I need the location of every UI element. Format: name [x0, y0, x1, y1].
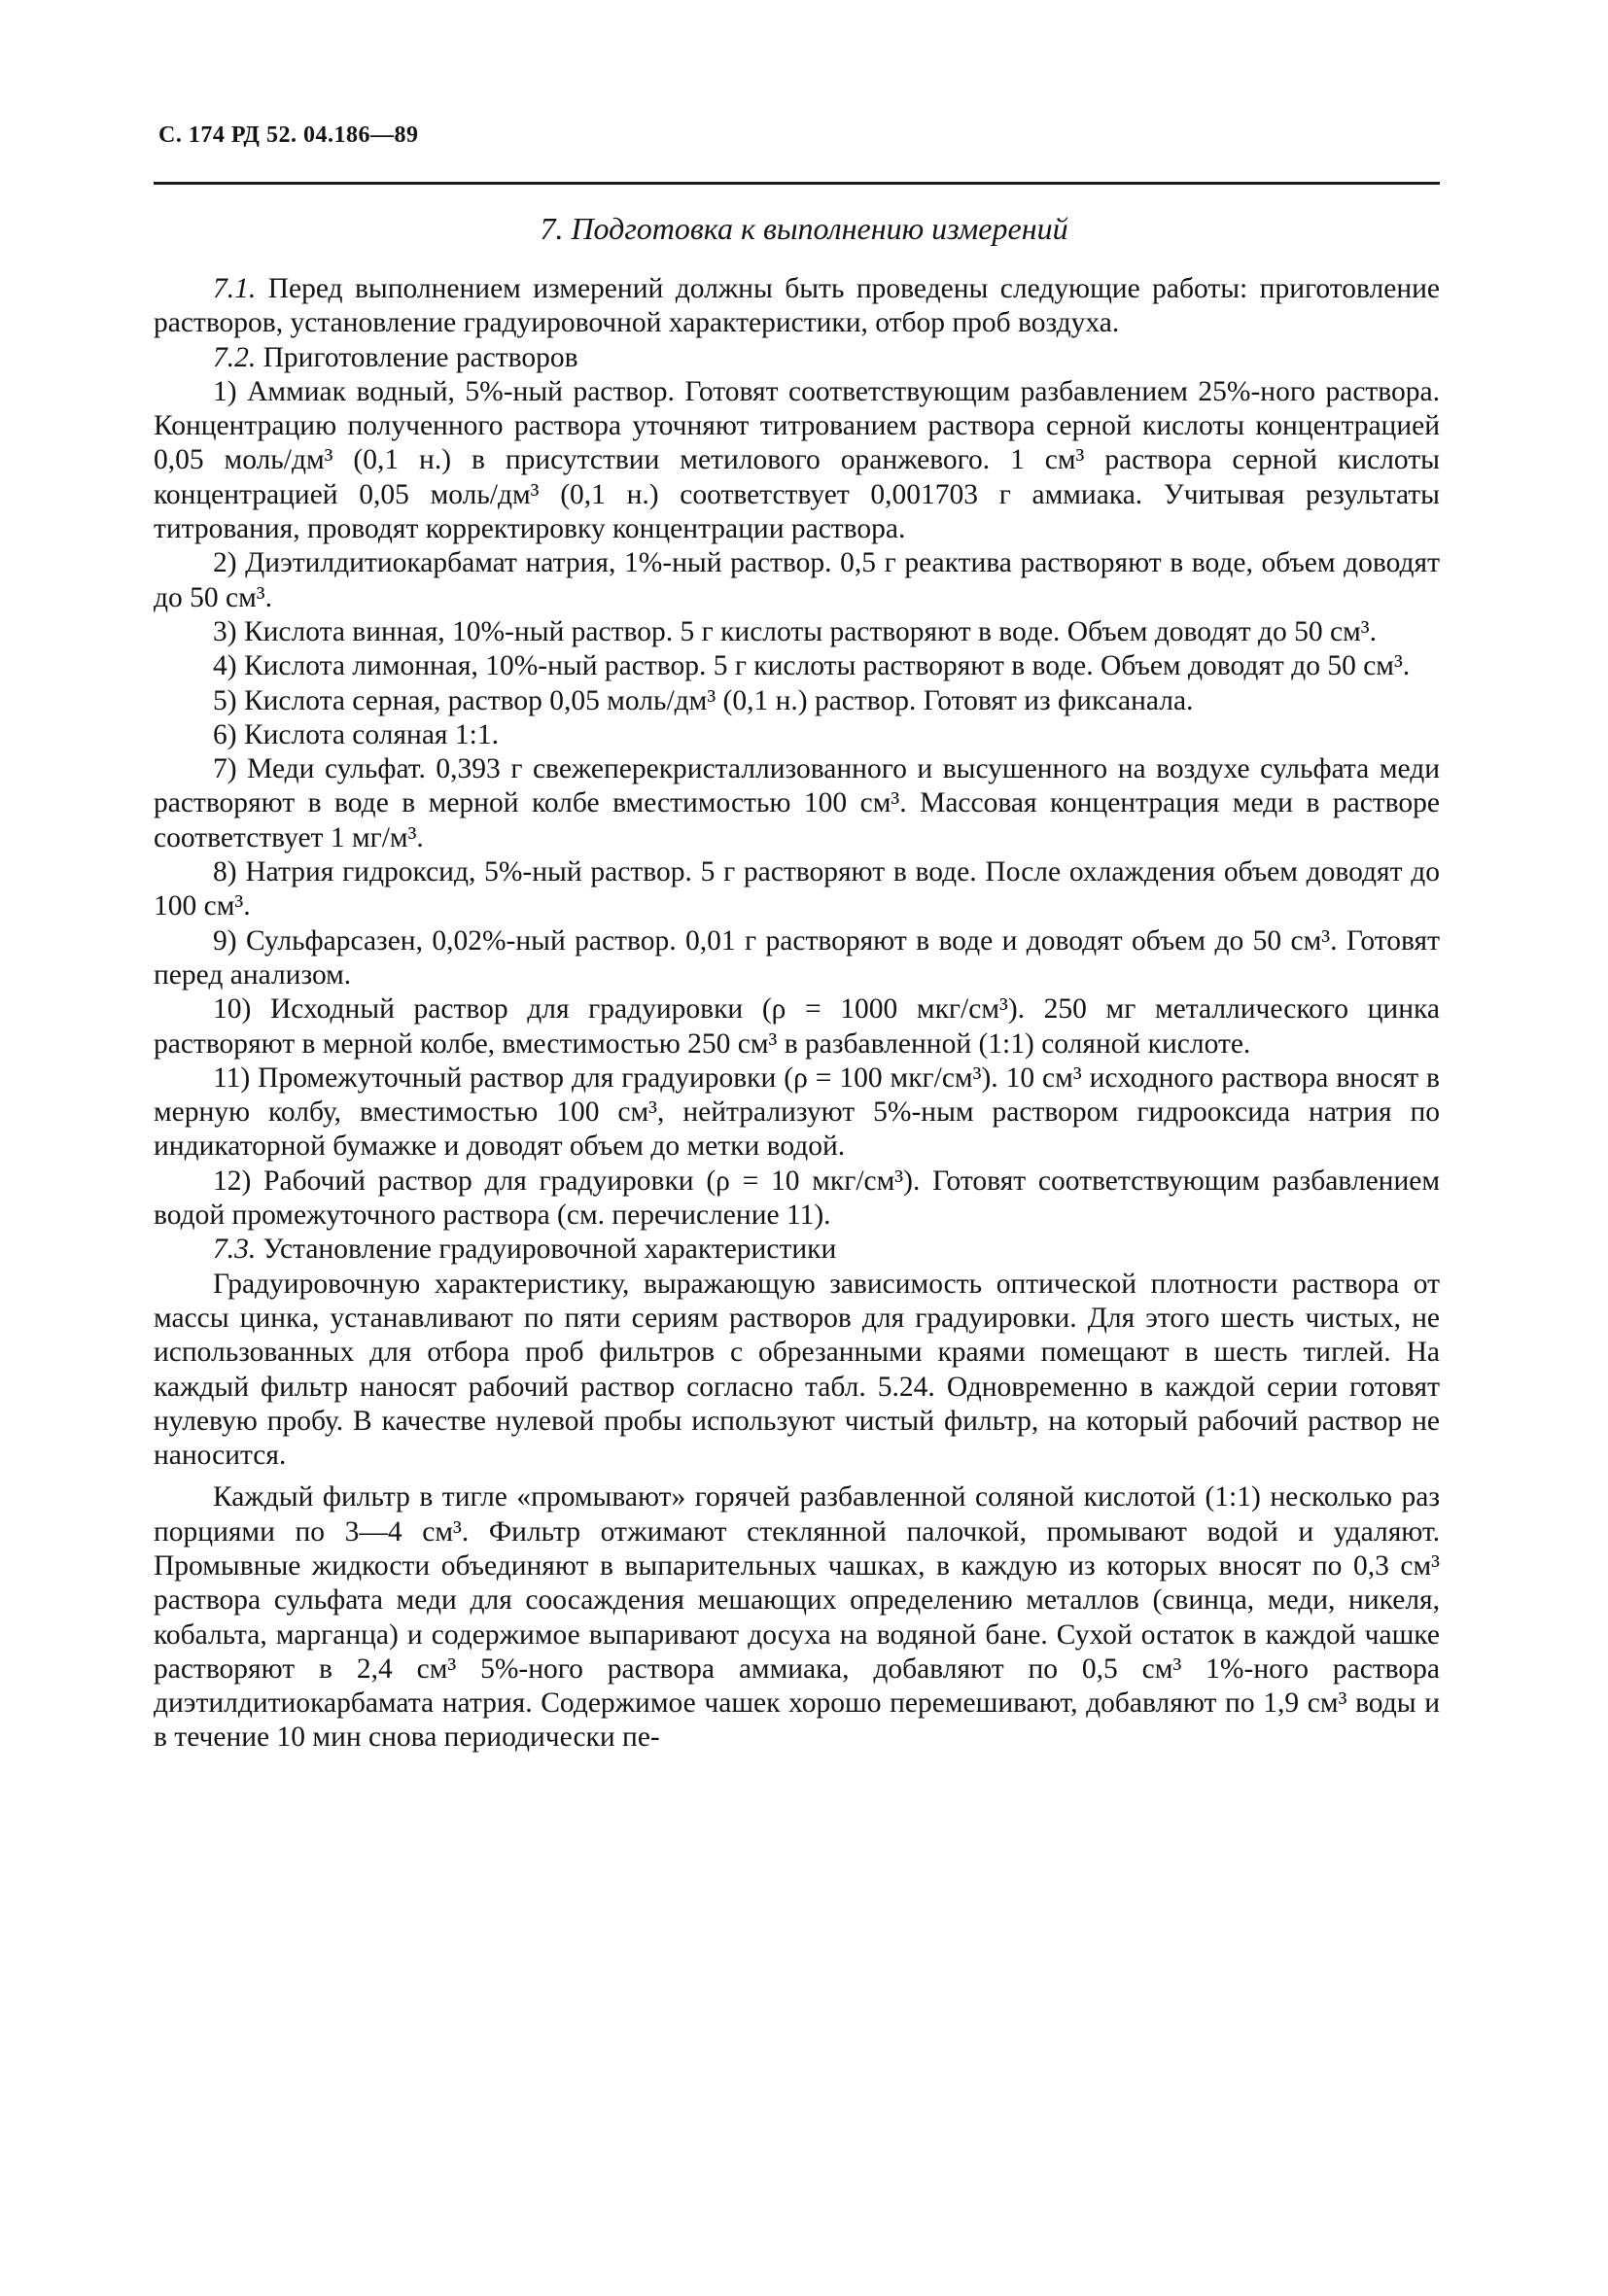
paragraph-text: 5) Кислота серная, раствор 0,05 моль/дм³ (0,1 н.) раствор. Готовят из фиксанала.	[213, 684, 1194, 716]
paragraph-text: 1) Аммиак водный, 5%-ный раствор. Готовят соответствующим разбавлением 25%-ного раствора. Концентрацию полученного раствора уточняют титрованием раствора серной кислоты концентрацией 0,05 моль/дм³ (0,1 н.) в присутствии метилового оранжевого. 1 см³ раствора серной кислоты концентрацией 0,05 моль/дм³ (0,1 н.) соответствует 0,001703 г аммиака. Учитывая результаты титрования, проводят корректировку концентрации раствора.	[154, 375, 1440, 545]
clause-number: 7.2.	[213, 341, 257, 373]
list-item	[154, 855, 1440, 924]
paragraph-text: 3) Кислота винная, 10%-ный раствор. 5 г кислоты растворяют в воде. Объем доводят до 50 см³.	[213, 615, 1377, 647]
list-item	[154, 718, 1440, 752]
section-title: 7. Подготовка к выполнению измерений	[540, 211, 1068, 246]
paragraph	[154, 272, 1440, 341]
running-head: С. 174 РД 52. 04.186—89	[158, 122, 419, 148]
clause-number: 7.3.	[213, 1234, 257, 1266]
paragraph	[154, 1480, 1440, 1755]
list-item	[154, 649, 1440, 683]
paragraph-text: Установление градуировочной характеристики	[256, 1234, 837, 1266]
paragraph-text: 6) Кислота соляная 1:1.	[213, 718, 499, 750]
paragraph-text: Каждый фильтр в тигле «промывают» горячей разбавленной соляной кислотой (1:1) несколько раз порциями по 3—4 см³. Фильтр отжимают стеклянной палочкой, промывают водой и удаляют. Промывные жидкости объединяют в выпарительных чашках, в каждую из которых вносят по 0,3 см³ раствора сульфата меди для соосаждения мешающих определению металлов (свинца, меди, никеля, кобальта, марганца) и содержимое выпаривают досуха на водяной бане. Сухой остаток в каждой чашке растворяют в 2,4 см³ 5%-ного раствора аммиака, добавляют по 0,5 см³ 1%-ного раствора диэтилдитиокарбамата натрия. Содержимое чашек хорошо перемешивают, добавляют по 1,9 см³ воды и в течение 10 мин снова периодически пе-	[154, 1481, 1440, 1754]
paragraph	[154, 341, 1440, 375]
paragraph-text: Приготовление растворов	[256, 341, 578, 373]
paragraph-text: 7) Меди сульфат. 0,393 г свежеперекристаллизованного и высушенного на воздухе сульфата меди растворяют в воде в мерной колбе вместимостью 100 см³. Массовая концентрация меди в растворе соответствует 1 мг/м³.	[154, 753, 1440, 853]
list-item	[154, 375, 1440, 546]
list-item	[154, 1165, 1440, 1234]
paragraph	[154, 1233, 1440, 1267]
list-item	[154, 992, 1440, 1061]
list-item	[154, 1061, 1440, 1165]
paragraph-text: 2) Диэтилдитиокарбамат натрия, 1%-ный раствор. 0,5 г реактива растворяют в воде, объем доводят до 50 см³.	[154, 547, 1440, 613]
paragraph-text: Перед выполнением измерений должны быть проведены следующие работы: приготовление растворов, установление градуировочной характеристики, отбор проб воздуха.	[154, 273, 1440, 339]
list-item	[154, 924, 1440, 993]
paragraph-text: 8) Натрия гидроксид, 5%-ный раствор. 5 г растворяют в воде. После охлаждения объем доводят до 100 см³.	[154, 856, 1440, 922]
paragraph-text: Градуировочную характеристику, выражающую зависимость оптической плотности раствора от массы цинка, устанавливают по пяти сериям растворов для градуировки. Для этого шесть чистых, не использованных для отбора проб фильтров с обрезанными краями помещают в шесть тиглей. На каждый фильтр наносят рабочий раствор согласно табл. 5.24. Одновременно в каждой серии готовят нулевую пробу. В качестве нулевой пробы используют чистый фильтр, на который рабочий раствор не наносится.	[154, 1268, 1440, 1472]
header-rule	[154, 182, 1440, 185]
list-item	[154, 615, 1440, 649]
paragraph-text: 10) Исходный раствор для градуировки (ρ = 1000 мкг/см³). 250 мг металлического цинка растворяют в мерной колбе, вместимостью 250 см³ в разбавленной (1:1) соляной кислоте.	[154, 993, 1440, 1060]
body-text	[154, 272, 1440, 1756]
list-item	[154, 684, 1440, 718]
paragraph-text: 4) Кислота лимонная, 10%-ный раствор. 5 г кислоты растворяют в воде. Объем доводят до 50 см³.	[213, 650, 1411, 682]
list-item	[154, 752, 1440, 855]
list-item	[154, 546, 1440, 615]
clause-number: 7.1.	[213, 273, 257, 304]
paragraph-text: 12) Рабочий раствор для градуировки (ρ = 10 мкг/см³). Готовят соответствующим разбавлением водой промежуточного раствора (см. перечисление 11).	[154, 1165, 1440, 1232]
paragraph	[154, 1268, 1440, 1474]
paragraph-text: 11) Промежуточный раствор для градуировки (ρ = 100 мкг/см³). 10 см³ исходного раствора вносят в мерную колбу, вместимостью 100 см³, нейтрализуют 5%-ным раствором гидрооксида натрия по индикаторной бумажке и доводят объем до метки водой.	[154, 1061, 1440, 1163]
paragraph-text: 9) Сульфарсазен, 0,02%-ный раствор. 0,01 г растворяют в воде и доводят объем до 50 см³. Готовят перед анализом.	[154, 924, 1440, 991]
